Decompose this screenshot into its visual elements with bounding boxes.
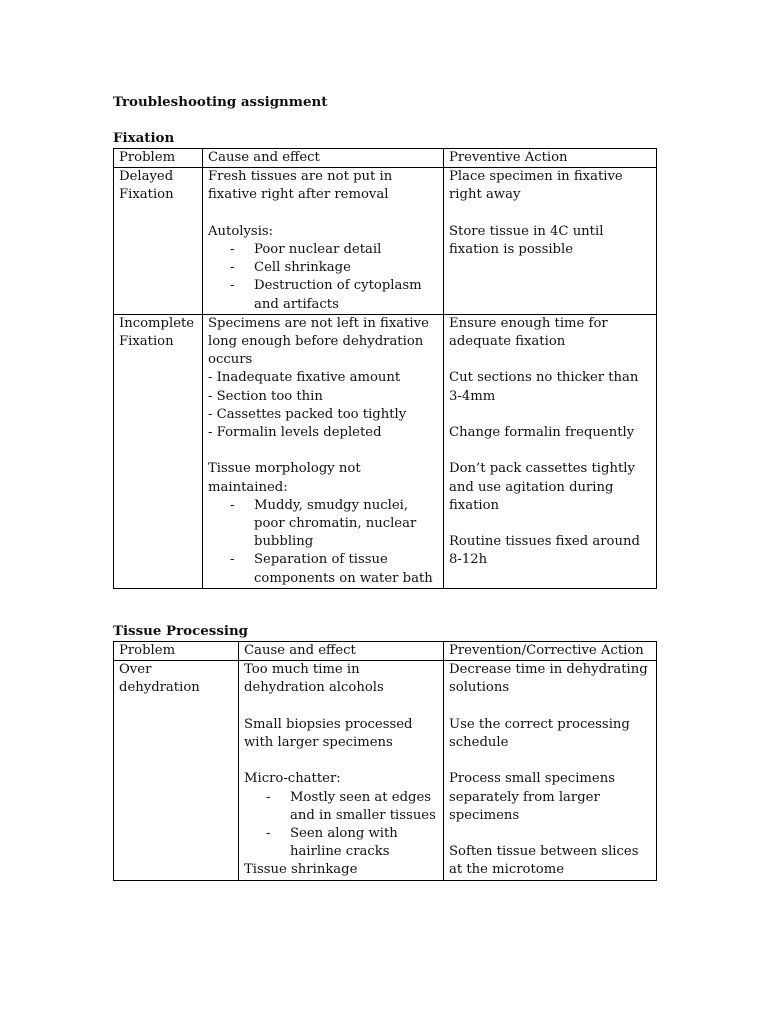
cause-cell	[239, 661, 444, 880]
list-item: - Cell shrinkage	[230, 259, 438, 277]
action-text: Ensure enough time for adequate fixation	[449, 315, 608, 350]
cause-subheading: Autolysis:	[208, 223, 274, 239]
action-text: Soften tissue between slices at the microtome	[449, 844, 639, 878]
cause-line: - Formalin levels depleted	[208, 425, 382, 441]
cause-line: - Cassettes packed too tightly	[208, 406, 407, 422]
column-header-problem: Problem	[114, 642, 239, 661]
problem-cell	[114, 168, 203, 315]
cause-text: Fresh tissues are not put in fixative right after removal	[208, 169, 393, 203]
column-header-cause: Cause and effect	[203, 149, 444, 168]
cause-text: Specimens are not left in fixative long enough before dehydration occurs	[208, 315, 429, 368]
table-header-row	[114, 149, 657, 168]
tissue-processing-table	[113, 641, 657, 881]
cause-line: - Inadequate fixative amount	[208, 370, 401, 386]
cause-text: Tissue shrinkage	[244, 862, 358, 878]
cause-cell	[203, 314, 444, 588]
column-header-action: Prevention/Corrective Action	[444, 642, 657, 661]
list-item: - Separation of tissue components on water bath	[230, 551, 438, 587]
action-text: Decrease time in dehydrating solutions	[449, 662, 648, 696]
action-text: Cut sections no thicker than 3-4mm	[449, 370, 639, 404]
fixation-heading: Fixation	[113, 130, 175, 146]
action-text: Place specimen in fixative right away	[449, 169, 623, 203]
action-cell	[444, 168, 657, 315]
action-text: Change formalin frequently	[449, 425, 635, 440]
table-row	[114, 661, 657, 880]
effect-list	[208, 241, 438, 314]
column-header-cause: Cause and effect	[239, 642, 444, 661]
table-header-row	[114, 642, 657, 661]
action-text: Store tissue in 4C until fixation is possible	[449, 223, 604, 257]
cause-line: - Section too thin	[208, 388, 323, 404]
cause-cell	[203, 168, 444, 315]
action-cell	[444, 661, 657, 880]
problem-label: Delayed Fixation	[119, 169, 174, 203]
problem-cell	[114, 314, 203, 588]
action-text: Routine tissues fixed around 8-12h	[449, 534, 640, 568]
document-title: Troubleshooting assignment	[113, 94, 328, 110]
action-text: Use the correct processing schedule	[449, 716, 630, 750]
action-text: Process small specimens separately from larger specimens	[449, 771, 615, 823]
cause-text: Small biopsies processed with larger specimens	[244, 716, 413, 750]
action-cell	[444, 314, 657, 588]
table-row	[114, 168, 657, 315]
problem-cell	[114, 661, 239, 880]
list-item: - Poor nuclear detail	[230, 241, 438, 259]
effect-list	[208, 497, 438, 588]
effect-list	[244, 789, 438, 862]
list-item: - Destruction of cytoplasm and artifacts	[230, 277, 438, 313]
cause-subheading: Tissue morphology not maintained:	[208, 461, 361, 495]
problem-label: Incomplete Fixation	[119, 315, 195, 350]
list-item: - Mostly seen at edges and in smaller tissues	[266, 789, 438, 825]
column-header-problem: Problem	[114, 149, 203, 168]
cause-text: Too much time in dehydration alcohols	[244, 662, 384, 696]
action-text: Don’t pack cassettes tightly and use agitation during fixation	[449, 461, 635, 513]
column-header-action: Preventive Action	[444, 149, 657, 168]
table-row	[114, 314, 657, 588]
cause-subheading: Micro-chatter:	[244, 771, 341, 787]
list-item: - Muddy, smudgy nuclei, poor chromatin, nuclear bubbling	[230, 497, 438, 552]
tissue-processing-heading: Tissue Processing	[113, 623, 249, 639]
problem-label: Over dehydration	[119, 662, 200, 696]
list-item: - Seen along with hairline cracks	[266, 825, 438, 861]
fixation-table	[113, 148, 657, 589]
